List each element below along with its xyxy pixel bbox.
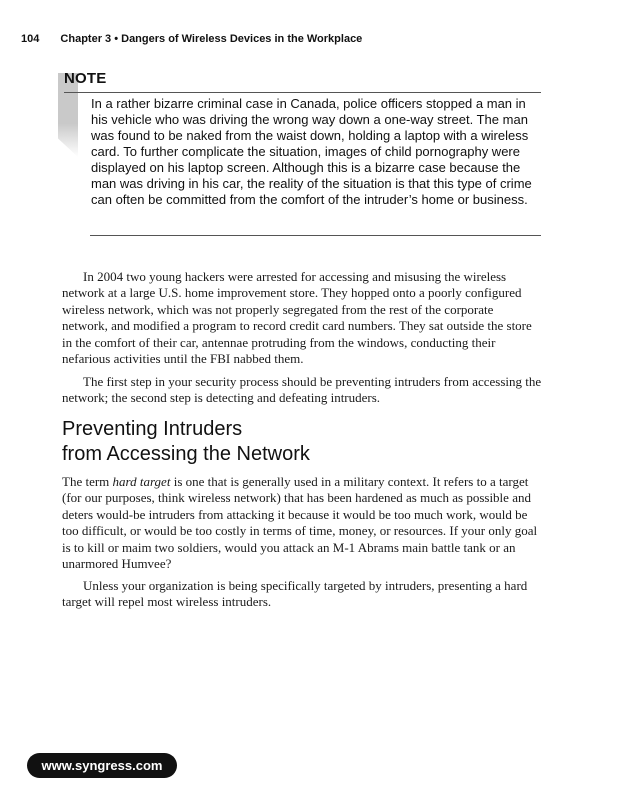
hard-target-term: hard target	[112, 474, 171, 489]
note-bottom-divider	[90, 235, 541, 236]
chapter-title: Chapter 3 • Dangers of Wireless Devices in the Workplace	[60, 33, 363, 45]
paragraph-3-rest: is one that is generally used in a military context. It refers to a target (for our purposes, think wireless network) that has been hardened as much as possible and deters would-be intruders from attacking it because it would be too much work, would be too difficult, or would be too costly in terms of time, money, or resources. If your only goal is to kill or maim two soldiers, would you attack an M-1 Abrams main battle tank or an unarmored Humvee?	[62, 474, 538, 572]
body-paragraph-3	[62, 474, 542, 572]
paragraph-3-intro: The term	[62, 474, 113, 489]
running-header	[21, 33, 362, 45]
section-heading-line-2: from Accessing the Network	[62, 443, 310, 465]
website-link[interactable]: www.syngress.com	[27, 753, 177, 778]
note-top-divider	[64, 92, 541, 93]
note-text: In a rather bizarre criminal case in Canada, police officers stopped a man in his vehicle who was driving the wrong way down a one-way street. The man was found to be naked from the waist down, holding a laptop with a wireless card. To further complicate the situation, images of child pornography were displayed on his laptop screen. Although this is a bizarre case because the man was driving in his car, the reality of the situation is that this type of crime can often be committed from the comfort of the intruder’s home or business.	[91, 96, 532, 207]
body-paragraph-2: The first step in your security process should be preventing intruders from accessing the network; the second step is detecting and defeating intruders.	[62, 374, 542, 406]
body-paragraph-1: In 2004 two young hackers were arrested for accessing and misusing the wireless network at a large U.S. home improvement store. They hopped onto a poorly configured wireless network, which was not properly segregated from the rest of the corporate network, and modified a program to record credit card numbers. They sat outside the store in the comfort of their car, antennae protruding from the windows, conducting their nefarious activities until the FBI nabbed them.	[62, 269, 532, 367]
page-number: 104	[21, 33, 40, 45]
section-heading	[62, 417, 542, 467]
section-heading-line-1: Preventing Intruders	[62, 418, 243, 440]
body-paragraph-4: Unless your organization is being specifically targeted by intruders, presenting a hard target will repel most wireless intruders.	[62, 578, 528, 610]
note-label: NOTE	[64, 70, 107, 87]
